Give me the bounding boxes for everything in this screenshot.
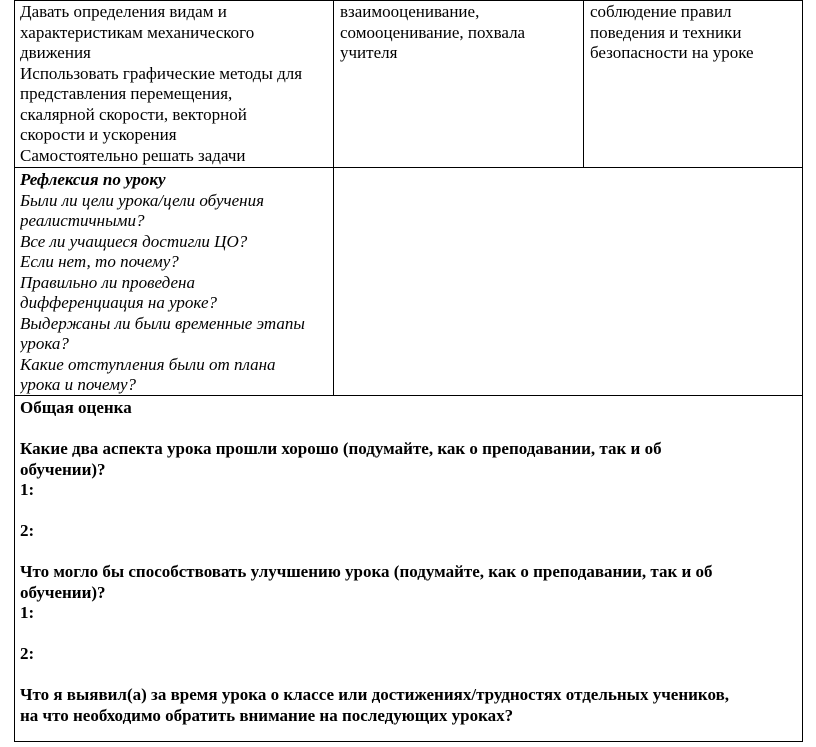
table-border-right [802,0,803,742]
text-line: скалярной скорости, векторной [20,104,247,124]
spacer [20,419,800,440]
reflection-line: Какие отступления были от плана [20,354,276,374]
reflection-line: Были ли цели урока/цели обучения [20,190,264,210]
text-line: безопасности на уроке [590,43,754,62]
question-line: Что могло бы способствовать улучшению урока (подумайте, как о преподавании, так и об [20,562,713,581]
text-line: скорости и ускорения [20,125,177,144]
reflection-line: Все ли учащиеся достигли ЦО? [20,231,248,251]
question-line: Что я выявил(а) за время урока о классе или достижениях/трудностях отдельных учеников, [20,685,729,704]
answer-label: 1: [20,603,35,622]
reflection-line: дифференциация на уроке? [20,293,217,312]
text-line: Использовать графические методы для [20,63,303,83]
spacer [20,542,800,563]
text-line: представления перемещения, [20,84,233,103]
objectives-cell [20,2,332,167]
text-line: взаимооценивание, [340,2,480,21]
reflection-notes-cell [334,168,802,395]
answer-label: 2: [20,521,35,540]
column-divider-2 [583,0,584,168]
text-line: соблюдение правил [590,2,732,21]
reflection-cell [20,170,332,395]
reflection-line: реалистичными? [20,211,145,230]
text-line: учителя [340,43,398,62]
reflection-line: урока? [20,334,69,353]
reflection-heading: Рефлексия по уроку [20,170,166,189]
overall-heading: Общая оценка [20,398,132,417]
assessment-cell [340,2,582,167]
reflection-line: Выдержаны ли были временные этапы [20,313,305,333]
text-line: характеристикам механического [20,22,255,42]
question-line: обучении)? [20,582,106,602]
answer-label: 1: [20,480,35,499]
table-border-top [14,0,803,1]
question-line: на что необходимо обратить внимание на последующих уроках? [20,705,514,725]
text-line: Самостоятельно решать задачи [20,145,246,165]
text-line: сомооценивание, похвала [340,22,526,42]
text-line: поведения и техники [590,22,742,42]
question-line: Какие два аспекта урока прошли хорошо (подумайте, как о преподавании, так и об [20,439,662,458]
lesson-plan-table [14,0,803,742]
spacer [20,624,800,645]
overall-assessment-cell [20,398,800,741]
text-line: движения [20,43,91,62]
spacer [20,501,800,522]
spacer [20,665,800,686]
text-line: Давать определения видам и [20,2,227,21]
row-divider-2 [14,395,803,396]
answer-label: 2: [20,644,35,663]
table-border-left [14,0,15,742]
reflection-line: урока и почему? [20,375,137,394]
reflection-line: Правильно ли проведена [20,272,195,292]
question-line: обучении)? [20,459,106,479]
table-border-bottom [14,741,803,742]
reflection-line: Если нет, то почему? [20,252,179,271]
safety-cell [590,2,801,167]
